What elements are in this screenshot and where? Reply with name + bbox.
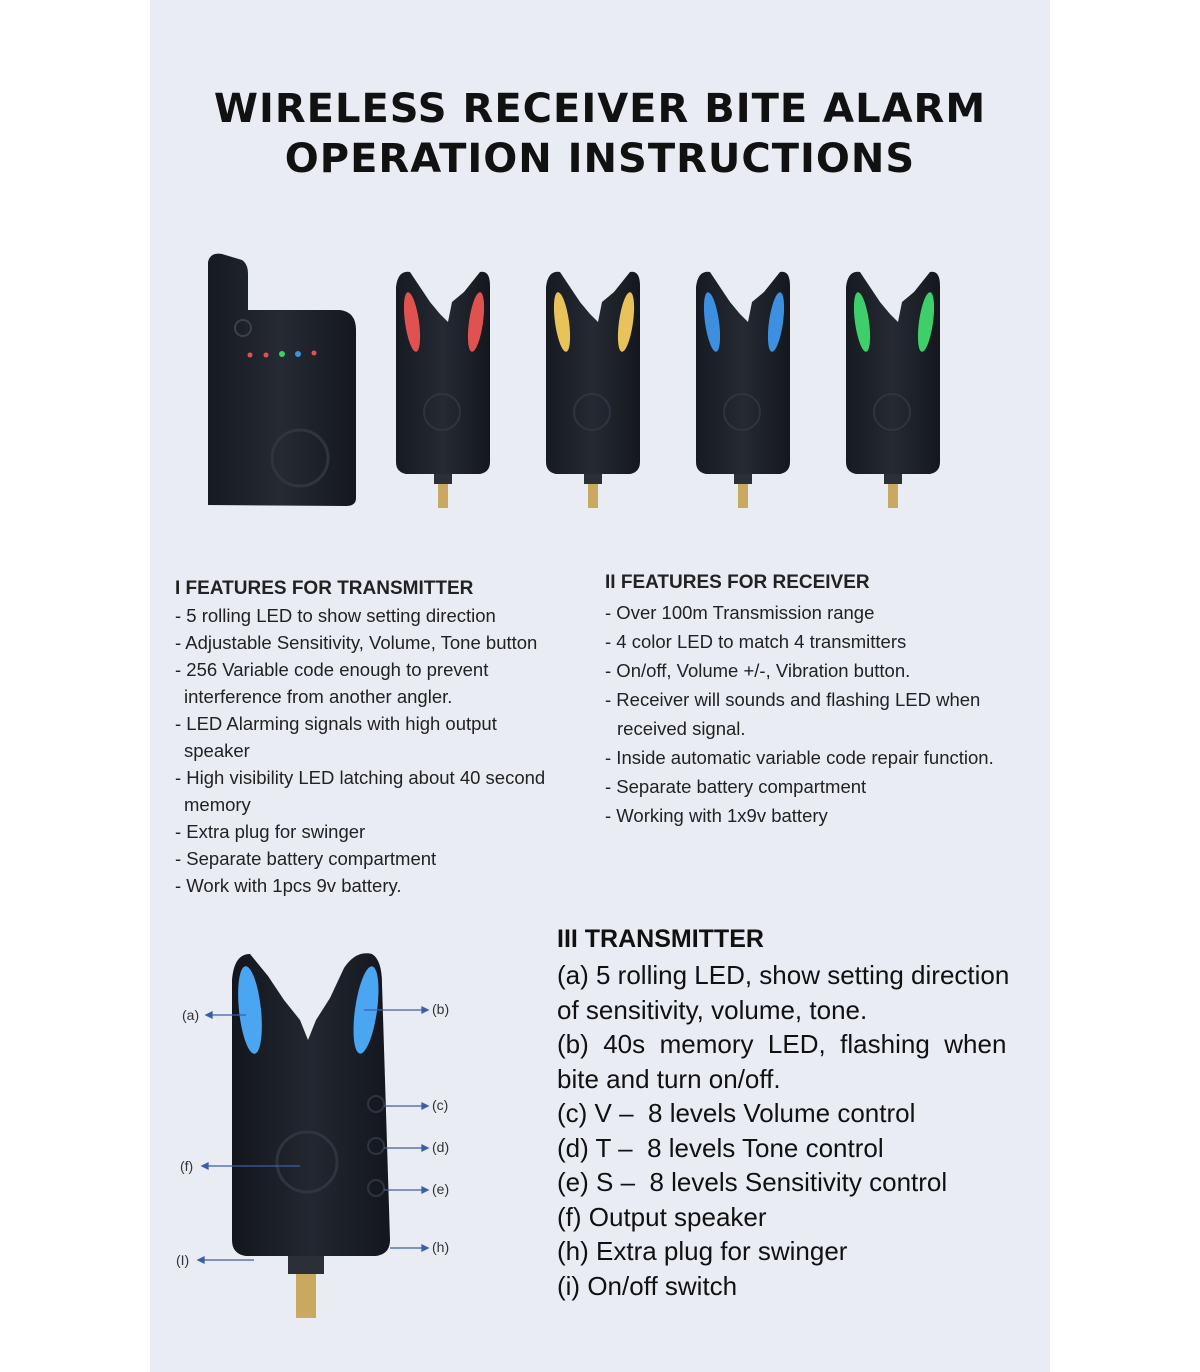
callout-a: (a) [182, 1007, 200, 1023]
transmitter-yellow [546, 272, 640, 508]
callout-c: (c) [432, 1097, 449, 1113]
list-item: speaker [184, 740, 250, 761]
list-item: - LED Alarming signals with high output [175, 713, 497, 734]
transmitter-body [232, 953, 390, 1318]
swinger-plug [296, 1274, 316, 1318]
transmitter-parts-heading: III TRANSMITTER [557, 925, 764, 953]
list-item: (d) T – 8 levels Tone control [557, 1132, 884, 1163]
list-item: - Working with 1x9v battery [605, 805, 828, 826]
transmitter-features-list [175, 602, 595, 899]
transmitter-green [846, 272, 940, 508]
transmitter-parts-list [557, 958, 1047, 1303]
list-item: - On/off, Volume +/-, Vibration button. [605, 660, 911, 681]
title-line-1: WIRELESS RECEIVER BITE ALARM [213, 86, 987, 132]
callout-b: (b) [432, 1001, 450, 1017]
list-item: bite and turn on/off. [557, 1063, 781, 1094]
receiver-unit [208, 254, 356, 506]
list-item: - 256 Variable code enough to prevent [175, 659, 489, 680]
list-item: - Receiver will sounds and flashing LED when [605, 689, 981, 710]
list-item: - Separate battery compartment [175, 848, 437, 869]
transmitter-red [396, 272, 490, 508]
list-item: (b) 40s memory LED, flashing when [557, 1029, 1007, 1059]
list-item: (a) 5 rolling LED, show setting direction [557, 960, 1010, 990]
instruction-sheet [150, 0, 1050, 1372]
list-item: (c) V – 8 levels Volume control [557, 1098, 916, 1128]
callout-h: (h) [432, 1239, 450, 1255]
list-item: of sensitivity, volume, tone. [557, 994, 868, 1025]
list-item: - Extra plug for swinger [175, 821, 366, 842]
list-item: - Work with 1pcs 9v battery. [175, 875, 402, 896]
list-item: - 5 rolling LED to show setting direction [175, 605, 496, 626]
list-item: - Separate battery compartment [605, 776, 867, 797]
callout-e: (e) [432, 1181, 450, 1197]
transmitter-blue [696, 272, 790, 508]
list-item: - Adjustable Sensitivity, Volume, Tone button [175, 632, 538, 653]
list-item: (e) S – 8 levels Sensitivity control [557, 1167, 948, 1197]
list-item: - 4 color LED to match 4 transmitters [605, 631, 907, 652]
list-item: received signal. [617, 718, 746, 739]
list-item: - Over 100m Transmission range [605, 602, 875, 623]
callout-i: (I) [176, 1252, 190, 1268]
transmitter-features-heading: I FEATURES FOR TRANSMITTER [175, 578, 474, 599]
list-item: memory [184, 794, 251, 815]
list-item: (f) Output speaker [557, 1201, 767, 1232]
transmitter-diagram [150, 940, 480, 1320]
list-item: - Inside automatic variable code repair function. [605, 747, 994, 768]
callout-d: (d) [432, 1139, 450, 1155]
list-item: - High visibility LED latching about 40 second [175, 767, 546, 788]
list-item: interference from another angler. [184, 686, 453, 707]
list-item: (h) Extra plug for swinger [557, 1236, 848, 1266]
callout-f: (f) [180, 1158, 194, 1174]
receiver-features-list [605, 598, 1045, 830]
title-line-2: OPERATION INSTRUCTIONS [284, 136, 916, 182]
product-lineup-image [150, 240, 1050, 530]
list-item: (i) On/off switch [557, 1270, 738, 1301]
receiver-features-heading: II FEATURES FOR RECEIVER [605, 572, 870, 593]
